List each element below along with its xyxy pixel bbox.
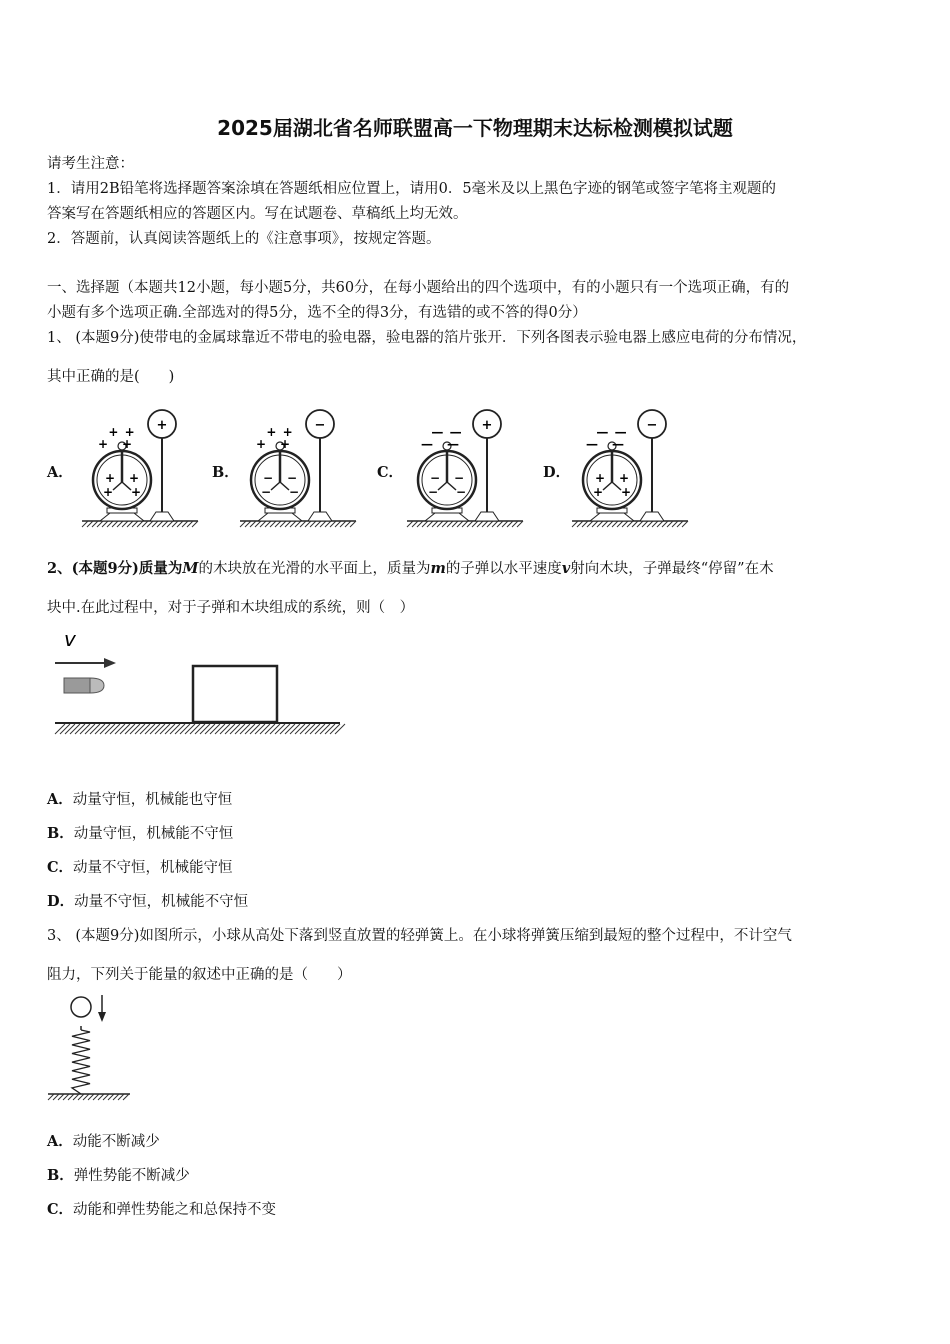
- hatch-line: [497, 521, 503, 527]
- q2-stem-post: 射向木块，子弹最终“停留”在木: [570, 561, 774, 577]
- hatch-line: [472, 521, 478, 527]
- hatch-line: [160, 724, 170, 734]
- hatch-line: [265, 724, 275, 734]
- hatch-line: [330, 521, 336, 527]
- hatch-line: [98, 1094, 104, 1100]
- hatch-line: [260, 724, 270, 734]
- hatch-line: [662, 521, 668, 527]
- hatch-line: [65, 724, 75, 734]
- hatch-line: [113, 1094, 119, 1100]
- hatch-line: [88, 1094, 94, 1100]
- stand-base: [475, 512, 499, 521]
- hatch-line: [97, 521, 103, 527]
- stand-base: [308, 512, 332, 521]
- hatch-line: [162, 521, 168, 527]
- hatch-line: [170, 724, 180, 734]
- hatch-line: [167, 521, 173, 527]
- q1-option-c-label: C．: [377, 464, 404, 481]
- q1-option-a-label: A．: [47, 464, 73, 481]
- hatch-line: [335, 521, 341, 527]
- hatch-line: [412, 521, 418, 527]
- hatch-line: [215, 724, 225, 734]
- hatch-line: [87, 521, 93, 527]
- hatch-line: [642, 521, 648, 527]
- q1-stem-2: 其中正确的是( ): [47, 369, 175, 385]
- hatch-line: [627, 521, 633, 527]
- option-text: 动能不断减少: [72, 1134, 160, 1150]
- hatch-line: [325, 724, 335, 734]
- hatch-line: [118, 1094, 124, 1100]
- hatch-line: [145, 724, 155, 734]
- hatch-line: [235, 724, 245, 734]
- leaf-induced-charge: −: [288, 485, 300, 499]
- hatch-line: [592, 521, 598, 527]
- hatch-line: [572, 521, 578, 527]
- option-text: 动能和弹性势能之和总保持不变: [73, 1202, 277, 1218]
- hatch-line: [290, 724, 300, 734]
- top-induced-charge: + +: [108, 425, 136, 439]
- q3-option-b[interactable]: [47, 1164, 190, 1185]
- hatch-line: [70, 724, 80, 734]
- q1-option-d-label: D．: [543, 464, 571, 481]
- electroscope-foot: [590, 513, 634, 521]
- hatch-line: [103, 1094, 109, 1100]
- hatch-line: [68, 1094, 74, 1100]
- q2-option-b[interactable]: [47, 822, 233, 843]
- hatch-line: [270, 724, 280, 734]
- hatch-line: [602, 521, 608, 527]
- top-induced-charge-2: ——: [421, 437, 473, 451]
- electroscope-b: [240, 410, 356, 527]
- stand-base: [150, 512, 174, 521]
- hatch-line: [245, 724, 255, 734]
- hatch-line: [225, 724, 235, 734]
- q3-stem-1: 3、 (本题9分)如图所示，小球从高处下落到竖直放置的轻弹簧上。在小球将弹簧压缩到最短的整个过程中，不计空气: [47, 928, 792, 944]
- leaf-induced-charge: +: [620, 485, 632, 499]
- hatch-line: [285, 724, 295, 734]
- hatch-line: [205, 724, 215, 734]
- q3-option-c[interactable]: [47, 1198, 276, 1219]
- electroscope-a: [82, 410, 198, 527]
- hatch-line: [180, 724, 190, 734]
- section-instructions-2: 小题有多个选项正确.全部选对的得5分，选不全的得3分，有选错的或不答的得0分）: [47, 305, 587, 321]
- option-label: D．: [47, 893, 75, 910]
- hatch-line: [78, 1094, 84, 1100]
- hatch-line: [275, 521, 281, 527]
- q2-option-d[interactable]: [47, 890, 248, 911]
- hatch-line: [255, 521, 261, 527]
- hatch-line: [330, 724, 340, 734]
- hatch-line: [85, 724, 95, 734]
- hatch-line: [577, 521, 583, 527]
- hatch-line: [58, 1094, 64, 1100]
- hatch-line: [92, 521, 98, 527]
- hatch-line: [582, 521, 588, 527]
- hatch-line: [135, 724, 145, 734]
- hatch-line: [93, 1094, 99, 1100]
- q1-electroscope-diagrams: [0, 400, 950, 535]
- hatch-line: [320, 724, 330, 734]
- hatch-line: [177, 521, 183, 527]
- ground-hatching: [48, 1094, 129, 1100]
- leaf-induced-charge: +: [592, 485, 604, 499]
- hatch-line: [82, 521, 88, 527]
- hatch-line: [502, 521, 508, 527]
- q2-option-c[interactable]: [47, 856, 233, 877]
- hatch-line: [220, 724, 230, 734]
- leaf-induced-charge: −: [260, 485, 272, 499]
- leaf-induced-charge: −: [427, 485, 439, 499]
- hatch-line: [90, 724, 100, 734]
- leaf-induced-charge: +: [102, 485, 114, 499]
- hatch-line: [587, 521, 593, 527]
- hatch-line: [157, 521, 163, 527]
- hatch-line: [105, 724, 115, 734]
- leaf-induced-charge: +: [618, 471, 630, 485]
- velocity-arrowhead: [104, 658, 116, 668]
- hatch-line: [315, 724, 325, 734]
- hatch-line: [195, 724, 205, 734]
- electroscope-foot: [258, 513, 302, 521]
- hatch-line: [672, 521, 678, 527]
- hatch-line: [107, 521, 113, 527]
- option-text: 动量不守恒，机械能守恒: [73, 860, 233, 876]
- stand-base: [640, 512, 664, 521]
- electroscope-c: [407, 410, 523, 527]
- leaf-induced-charge: +: [594, 471, 606, 485]
- q1-option-b-label: B．: [212, 464, 239, 481]
- hatch-line: [190, 724, 200, 734]
- hatch-line: [117, 521, 123, 527]
- hatch-line: [125, 724, 135, 734]
- hatch-line: [100, 724, 110, 734]
- hatch-line: [147, 521, 153, 527]
- hatch-line: [182, 521, 188, 527]
- sphere-charge-sign: −: [314, 418, 326, 433]
- hatch-line: [127, 521, 133, 527]
- electroscope-d: [572, 410, 688, 527]
- hatch-line: [290, 521, 296, 527]
- floor-hatching: [55, 724, 345, 734]
- hatch-line: [315, 521, 321, 527]
- hatch-line: [185, 724, 195, 734]
- electroscope-foot: [425, 513, 469, 521]
- hatch-line: [255, 724, 265, 734]
- option-text: 动量守恒，机械能也守恒: [72, 792, 233, 808]
- option-text: 动量不守恒，机械能不守恒: [74, 894, 249, 910]
- notice-line-2: 2．答题前，认真阅读答题纸上的《注意事项》，按规定答题。: [47, 231, 441, 247]
- hatch-line: [172, 521, 178, 527]
- hatch-line: [245, 521, 251, 527]
- q3-spring-diagram: [45, 990, 145, 1105]
- top-induced-charge: — —: [431, 425, 463, 439]
- hatch-line: [345, 521, 351, 527]
- leaf-induced-charge: +: [128, 471, 140, 485]
- q2-mass-small: m: [430, 560, 446, 577]
- hatch-line: [260, 521, 266, 527]
- hatch-line: [265, 521, 271, 527]
- hatch-line: [155, 724, 165, 734]
- hatch-line: [240, 724, 250, 734]
- hatch-line: [340, 521, 346, 527]
- hatch-line: [320, 521, 326, 527]
- hatch-line: [280, 521, 286, 527]
- hatch-line: [175, 724, 185, 734]
- notice-line-1: 1．请用2B铅笔将选择题答案涂填在答题纸相应位置上，请用0．5毫米及以上黑色字迹的钢笔或签字笔将主观题的: [47, 181, 777, 197]
- hatch-line: [467, 521, 473, 527]
- top-induced-charge: — —: [596, 425, 628, 439]
- hatch-line: [407, 521, 413, 527]
- hatch-line: [123, 1094, 129, 1100]
- option-label: A．: [47, 791, 73, 808]
- spring: [72, 1030, 90, 1094]
- option-label: C．: [47, 859, 74, 876]
- hatch-line: [122, 521, 128, 527]
- hatch-line: [192, 521, 198, 527]
- section-instructions-1: 一、选择题（本题共12小题，每小题5分，共60分，在每小题给出的四个选项中，有的小题只有一个选项正确，有的: [47, 280, 790, 296]
- hatch-line: [507, 521, 513, 527]
- hatch-line: [137, 521, 143, 527]
- hatch-line: [165, 724, 175, 734]
- hatch-line: [300, 724, 310, 734]
- hatch-line: [667, 521, 673, 527]
- hatch-line: [492, 521, 498, 527]
- hatch-line: [517, 521, 523, 527]
- q1-stem-1: 1、 (本题9分)使带电的金属球靠近不带电的验电器，验电器的箔片张开．下列各图表示验电器上感应电荷的分布情况，: [47, 330, 807, 346]
- hatch-line: [250, 521, 256, 527]
- option-text: 弹性势能不断减少: [73, 1168, 190, 1184]
- hatch-line: [612, 521, 618, 527]
- hatch-line: [112, 521, 118, 527]
- hatch-line: [305, 521, 311, 527]
- hatch-line: [295, 521, 301, 527]
- leaf-induced-charge: −: [455, 485, 467, 499]
- hatch-line: [682, 521, 688, 527]
- hatch-line: [457, 521, 463, 527]
- q2-velocity: v: [561, 560, 571, 577]
- hatch-line: [285, 521, 291, 527]
- hatch-line: [210, 724, 220, 734]
- hatch-line: [60, 724, 70, 734]
- option-label: C．: [47, 1201, 74, 1218]
- top-induced-charge-2: ++: [255, 437, 305, 451]
- q2-mass-big: M: [182, 560, 199, 577]
- bullet: [64, 678, 104, 693]
- hatch-line: [300, 521, 306, 527]
- hatch-line: [597, 521, 603, 527]
- hatch-line: [427, 521, 433, 527]
- q3-stem-2: 阻力，下列关于能量的叙述中正确的是（ ）: [47, 967, 352, 983]
- hatch-line: [295, 724, 305, 734]
- fall-arrowhead: [98, 1012, 106, 1022]
- top-induced-charge-2: ——: [586, 437, 638, 451]
- hatch-line: [120, 724, 130, 734]
- electroscope-foot: [100, 513, 144, 521]
- hatch-line: [230, 724, 240, 734]
- hatch-line: [512, 521, 518, 527]
- hatch-line: [310, 724, 320, 734]
- hatch-line: [152, 521, 158, 527]
- hatch-line: [75, 724, 85, 734]
- leaf-induced-charge: −: [453, 471, 465, 485]
- hatch-line: [417, 521, 423, 527]
- hatch-line: [477, 521, 483, 527]
- hatch-line: [132, 521, 138, 527]
- hatch-line: [240, 521, 246, 527]
- hatch-line: [80, 724, 90, 734]
- top-induced-charge-2: ++: [97, 437, 147, 451]
- hatch-line: [110, 724, 120, 734]
- notice-line-1b: 答案写在答题纸相应的答题区内。写在试题卷、草稿纸上均无效。: [47, 206, 468, 222]
- hatch-line: [452, 521, 458, 527]
- sphere-charge-sign: −: [646, 418, 658, 433]
- q2-stem-1: [47, 557, 774, 578]
- leaf-induced-charge: −: [286, 471, 298, 485]
- hatch-line: [677, 521, 683, 527]
- q2-option-a[interactable]: [47, 788, 232, 809]
- option-label: B．: [47, 825, 74, 842]
- top-induced-charge: + +: [266, 425, 294, 439]
- q3-option-a[interactable]: [47, 1130, 160, 1151]
- hatch-line: [422, 521, 428, 527]
- hatch-line: [310, 521, 316, 527]
- wood-block: [193, 666, 277, 722]
- hatch-line: [305, 724, 315, 734]
- hatch-line: [275, 724, 285, 734]
- hatch-line: [437, 521, 443, 527]
- hatch-line: [462, 521, 468, 527]
- q2-stem-prefix: 2、(本题9分)质量为: [47, 560, 183, 577]
- hatch-line: [432, 521, 438, 527]
- option-text: 动量守恒，机械能不守恒: [73, 826, 234, 842]
- hatch-line: [482, 521, 488, 527]
- hatch-line: [83, 1094, 89, 1100]
- hatch-line: [487, 521, 493, 527]
- hatch-line: [140, 724, 150, 734]
- hatch-line: [73, 1094, 79, 1100]
- hatch-line: [617, 521, 623, 527]
- leaf-induced-charge: −: [429, 471, 441, 485]
- sphere-charge-sign: +: [156, 418, 168, 433]
- hatch-line: [53, 1094, 59, 1100]
- hatch-line: [48, 1094, 54, 1100]
- hatch-line: [187, 521, 193, 527]
- hatch-line: [95, 724, 105, 734]
- option-label: B．: [47, 1167, 74, 1184]
- notice-heading: 请考生注意：: [47, 156, 134, 172]
- option-label: A．: [47, 1133, 73, 1150]
- page-title: 2025届湖北省名师联盟高一下物理期末达标检测模拟试题: [217, 116, 733, 140]
- hatch-line: [250, 724, 260, 734]
- hatch-line: [280, 724, 290, 734]
- hatch-line: [102, 521, 108, 527]
- hatch-line: [150, 724, 160, 734]
- hatch-line: [200, 724, 210, 734]
- q2-stem-2: 块中.在此过程中，对于子弹和木块组成的系统，则（ ）: [47, 600, 415, 616]
- leaf-induced-charge: −: [262, 471, 274, 485]
- hatch-line: [108, 1094, 114, 1100]
- hatch-line: [335, 724, 345, 734]
- velocity-label: v: [64, 627, 76, 651]
- hatch-line: [130, 724, 140, 734]
- hatch-line: [647, 521, 653, 527]
- q2-bullet-block-diagram: [50, 620, 350, 745]
- hatch-line: [637, 521, 643, 527]
- hatch-line: [270, 521, 276, 527]
- leaf-induced-charge: +: [130, 485, 142, 499]
- hatch-line: [447, 521, 453, 527]
- hatch-line: [142, 521, 148, 527]
- hatch-line: [442, 521, 448, 527]
- sphere-charge-sign: +: [481, 418, 493, 433]
- q2-stem-mid2: 的子弹以水平速度: [445, 561, 562, 577]
- hatch-line: [622, 521, 628, 527]
- q2-stem-mid: 的木块放在光滑的水平面上，质量为: [198, 561, 431, 577]
- falling-ball: [71, 997, 91, 1017]
- hatch-line: [63, 1094, 69, 1100]
- hatch-line: [632, 521, 638, 527]
- hatch-line: [115, 724, 125, 734]
- hatch-line: [607, 521, 613, 527]
- hatch-line: [652, 521, 658, 527]
- hatch-line: [55, 724, 65, 734]
- hatch-line: [657, 521, 663, 527]
- hatch-line: [325, 521, 331, 527]
- hatch-line: [350, 521, 356, 527]
- leaf-induced-charge: +: [104, 471, 116, 485]
